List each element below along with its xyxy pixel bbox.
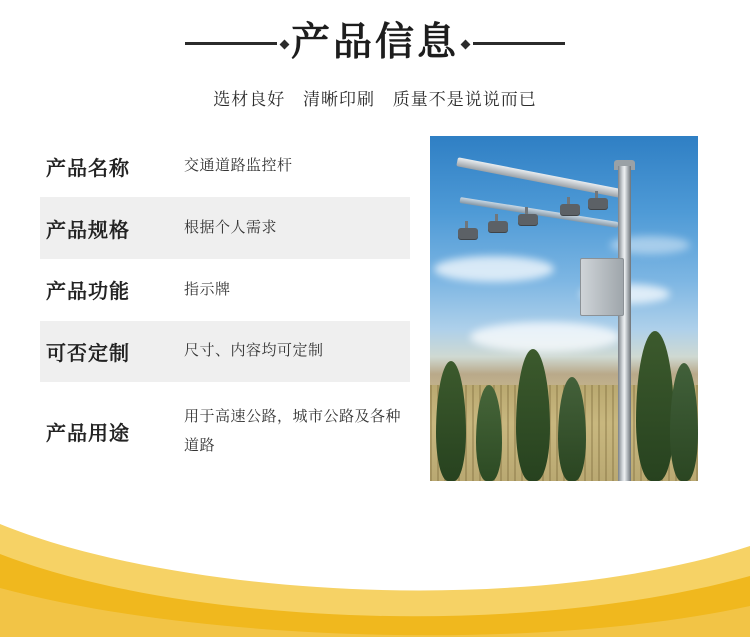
camera-icon (458, 228, 478, 239)
spec-value: 用于高速公路，城市公路及各种道路 (184, 408, 402, 454)
cloud-decoration (470, 322, 620, 352)
spec-label: 可否定制 (46, 342, 130, 365)
tree-decoration (516, 349, 550, 481)
table-row (40, 197, 410, 259)
spec-label: 产品规格 (46, 219, 130, 242)
subtitle-part-3: 质量不是说说而已 (392, 89, 537, 109)
title-rule-right-icon (473, 42, 565, 45)
spec-value: 指示牌 (184, 280, 231, 298)
tree-decoration (670, 363, 698, 481)
spec-table (40, 136, 410, 481)
tree-decoration (436, 361, 466, 481)
bottom-ribbon-decoration (0, 502, 750, 637)
spec-label: 产品名称 (46, 158, 130, 181)
title-row (0, 22, 750, 65)
table-row (40, 321, 410, 383)
camera-icon (560, 204, 580, 215)
spec-value: 尺寸、内容均可定制 (184, 342, 324, 360)
monitoring-pole (618, 166, 631, 481)
camera-icon (518, 214, 538, 225)
product-photo-image (430, 136, 698, 481)
table-row (40, 259, 410, 321)
spec-value: 根据个人需求 (184, 219, 278, 237)
table-row (40, 136, 410, 198)
cloud-decoration (434, 256, 554, 282)
page-header (0, 0, 750, 110)
page-title: 产品信息 (290, 21, 459, 64)
camera-icon (588, 198, 608, 209)
cantilever-arm (456, 157, 627, 199)
spec-label: 产品用途 (46, 423, 130, 446)
subtitle-part-2: 清晰印刷 (303, 89, 375, 109)
spec-value: 交通道路监控杆 (184, 157, 293, 175)
tree-decoration (636, 331, 674, 481)
equipment-cabinet (580, 258, 624, 316)
camera-icon (488, 221, 508, 232)
content-area (0, 136, 750, 481)
spec-label: 产品功能 (46, 281, 130, 304)
table-row (40, 382, 410, 481)
page-subtitle (0, 85, 750, 110)
product-photo (430, 136, 698, 481)
subtitle-part-1: 选材良好 (213, 89, 286, 109)
title-rule-left-icon (185, 42, 277, 45)
